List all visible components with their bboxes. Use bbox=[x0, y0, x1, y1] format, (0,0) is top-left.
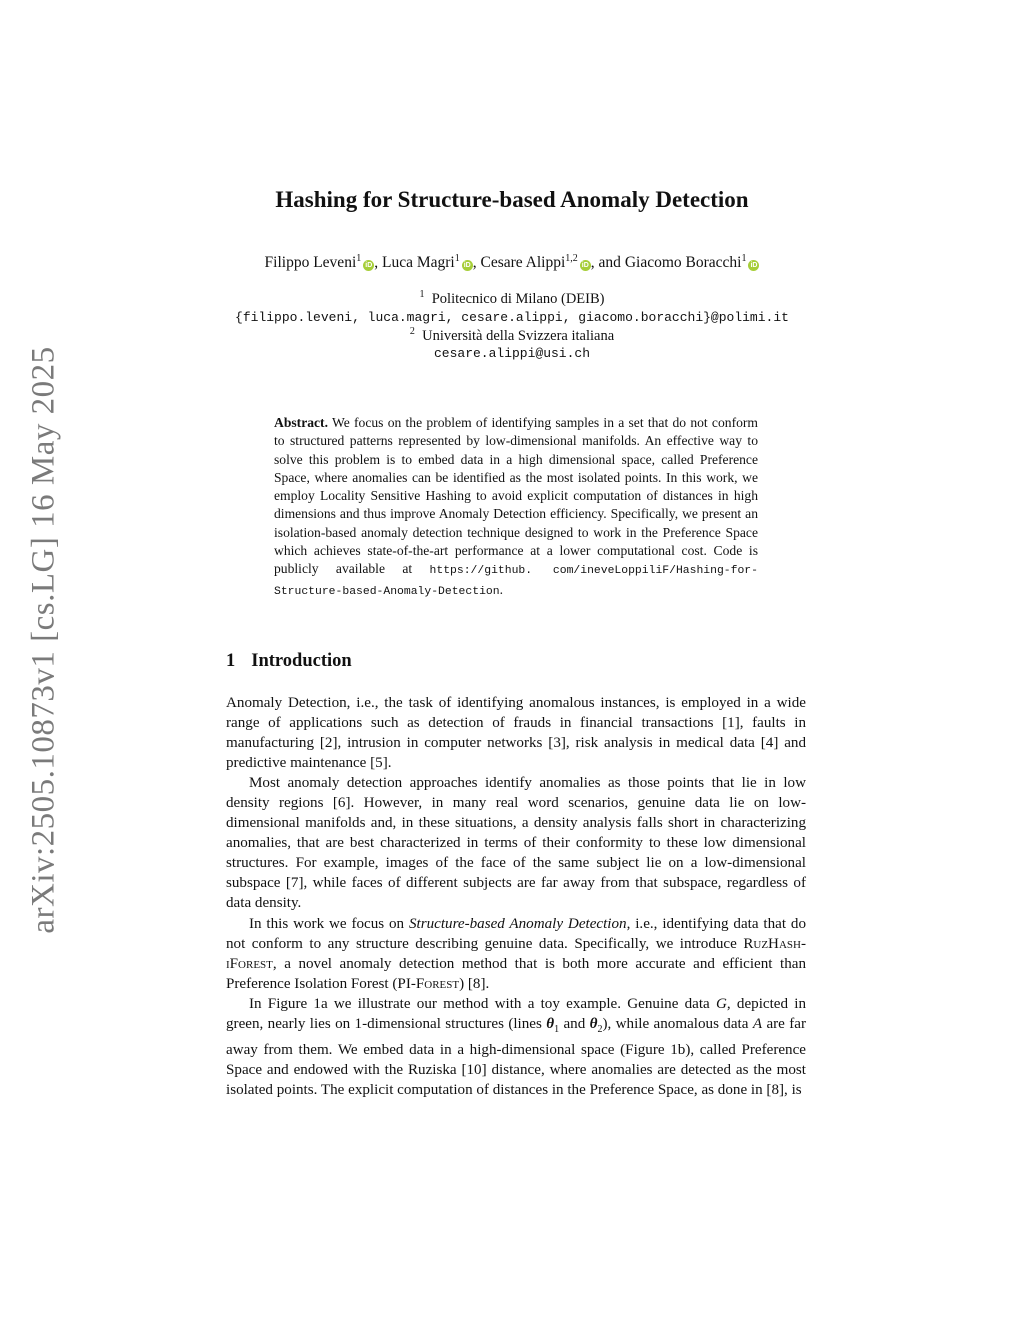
section-number: 1 bbox=[226, 651, 236, 671]
author-name: Giacomo Boracchi bbox=[624, 254, 742, 272]
paragraph: In this work we focus on Structure-based Anomaly Detection, i.e., identifying data that do not conform to any structure describing genuine data. Specifically, we introduce RuzHash-iForest, a novel anomaly detection method that is both more accurate and efficient than Preference Isolation Forest (PI-Forest) [8]. bbox=[226, 915, 806, 992]
affil-mark: 1 bbox=[419, 289, 425, 300]
affiliation-1 bbox=[0, 289, 1024, 308]
section-heading bbox=[226, 651, 352, 672]
author-list bbox=[0, 253, 1024, 272]
author-separator: , bbox=[472, 254, 481, 272]
arxiv-identifier: arXiv:2505.10873v1 [cs.LG] 16 May 2025 bbox=[25, 346, 62, 934]
paragraph: Most anomaly detection approaches identify anomalies as those points that lie in low density regions [6]. However, in many real word scenarios, genuine data lie on low-dimensional manifolds and, in these situations, a density analysis falls short in characterizing anomalies, that are best characterized in terms of their conformity to these low dimensional structures. For example, images of the face of the same subject lie on a low-dimensional subspace [7], while faces of different subjects are far away from that subspace, regardless of data density. bbox=[226, 775, 806, 912]
orcid-icon[interactable]: iD bbox=[463, 262, 471, 270]
paragraph: Anomaly Detection, i.e., the task of identifying anomalous instances, is employed in a wide range of applications such as detection of frauds in financial transactions [1], faults in manufacturing [2], intrusion in computer networks [3], risk analysis in medical data [4] and predictive maintenance [5]. bbox=[226, 695, 806, 772]
author-separator: , and bbox=[590, 254, 625, 272]
introduction-body bbox=[226, 693, 806, 1100]
orcid-icon[interactable]: iD bbox=[750, 262, 758, 270]
author-separator: , bbox=[374, 254, 382, 272]
author-affil-mark: 1 bbox=[454, 253, 460, 264]
section-title: Introduction bbox=[251, 651, 352, 671]
affil-name: Università della Svizzera italiana bbox=[422, 327, 615, 344]
paper-title: Hashing for Structure-based Anomaly Detection bbox=[275, 187, 749, 212]
author-affil-mark: 1 bbox=[741, 253, 747, 264]
author-name: Luca Magri bbox=[382, 254, 455, 272]
orcid-icon[interactable]: iD bbox=[581, 262, 589, 270]
author-name: Filippo Leveni bbox=[264, 254, 357, 272]
author-name: Cesare Alippi bbox=[480, 254, 566, 272]
paragraph: In Figure 1a we illustrate our method with a toy example. Genuine data G, depicted in green, nearly lies on 1-dimensional structures (lines $\theta_1$ and $\theta_2$), while anomalous data A are far away from them. We embed data in a high-dimensional space (Figure 1b), called Preference Space and endowed with the Ruziska [10] distance, where anomalies are detected as the most isolated points. The explicit computation of distances in the Preference Space, as done in [8], is bbox=[226, 995, 807, 1098]
abstract-label: Abstract. bbox=[274, 415, 328, 430]
affiliation-2-email: cesare.alippi@usi.ch bbox=[433, 346, 591, 361]
affil-name: Politecnico di Milano (DEIB) bbox=[431, 290, 605, 307]
code-link[interactable]: https://github. com/ineveLoppiliF/Hashing-for-Structure-based-Anomaly-Detection bbox=[274, 565, 758, 598]
abstract-text: We focus on the problem of identifying samples in a set that do not conform to structured patterns represented by low-dimensional manifolds. An effective way to solve this problem is to embed data in a high dimensional space, called Preference Space, where anomalies can be identified as the most isolated points. In this work, we employ Locality Sensitive Hashing to avoid explicit computation of distances in high dimensions and thus improve Anomaly Detection efficiency. Specifically, we present an isolation-based anomaly detection technique designed to work in the Preference Space which achieves state-of-the-art performance at a lower computational cost. Code is publicly available at bbox=[274, 415, 758, 577]
author-affil-mark: 1 bbox=[356, 253, 362, 264]
author-affil-mark: 1,2 bbox=[565, 253, 578, 264]
affil-mark: 2 bbox=[409, 326, 415, 337]
orcid-icon[interactable]: iD bbox=[365, 262, 373, 270]
abstract: Abstract. We focus on the problem of identifying samples in a set that do not conform to structured patterns represented by low-dimensional manifolds. An effective way to solve this problem is to embed data in a high dimensional space, called Preference Space, where anomalies can be identified as the most isolated points. In this work, we employ Locality Sensitive Hashing to avoid explicit computation of distances in high dimensions and thus improve Anomaly Detection efficiency. Specifically, we present an isolation-based anomaly detection technique designed to work in the Preference Space which achieves state-of-the-art performance at a lower computational cost. Code is publicly available at https://github. com/ineveLoppiliF/Hashing-for-Structure-based-Anomaly-Detection. bbox=[274, 415, 758, 598]
affiliation-1-email: {filippo.leveni, luca.magri, cesare.alippi, giacomo.boracchi}@polimi.it bbox=[235, 310, 789, 325]
affiliation-2 bbox=[0, 326, 1024, 345]
